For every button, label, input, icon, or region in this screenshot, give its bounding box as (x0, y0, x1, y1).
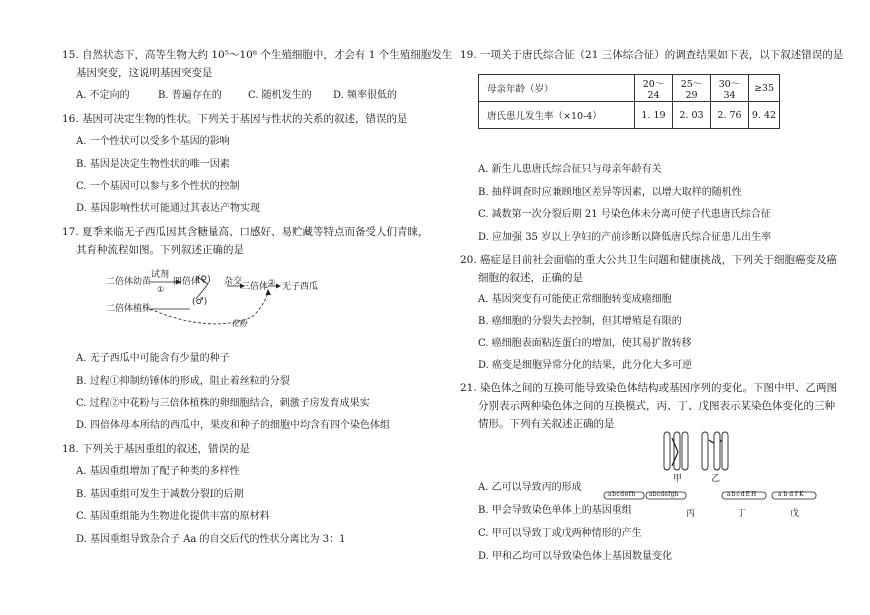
figure-label-jia: 甲 (673, 474, 683, 484)
q16-option-b: B. 基因是决定生物性状的唯一因素 (76, 159, 230, 170)
q17-line1: 17. 夏季来临无子西瓜因其含糖量高、口感好、易贮藏等特点而备受人们青睐， (62, 226, 429, 238)
q18-option-b: B. 基因重组可发生于减数分裂Ⅰ的后期 (76, 489, 244, 500)
table-cell-rate: 2. 76 (711, 102, 749, 129)
table-header-incidence: 唐氏患儿发生率（×10-4） (479, 102, 635, 129)
q15-option-c: C. 随机发生的 (248, 90, 312, 101)
diagram-triploid: 三倍体 (241, 282, 269, 292)
q15-line2: 基因突变，这说明基因突变是 (76, 67, 213, 79)
q16-stem: 16. 基因可决定生物的性状。下列关于基因与性状的关系的叙述，错误的是 (62, 113, 408, 125)
diagram-step2: ② (268, 278, 276, 287)
table-cell-age: ≥35 (749, 75, 780, 102)
table-cell-rate: 9. 42 (749, 102, 780, 129)
table-row-incidence (479, 102, 780, 129)
table-header-mother-age: 母亲年龄（岁） (479, 75, 635, 102)
q15-option-b: B. 普遍存在的 (158, 90, 222, 101)
table-cell-age: 20～24 (635, 75, 673, 102)
q17-line2: 其育种流程如图。下列叙述正确的是 (76, 244, 244, 256)
diagram-pollen: 花粉 (231, 319, 247, 328)
q20-line2: 细胞的叙述，正确的是 (478, 272, 583, 284)
chromosome-wu: a b d f K (778, 491, 804, 498)
q19-option-a: A. 新生儿患唐氏综合征只与母亲年龄有关 (478, 164, 662, 175)
q18-option-c: C. 基因重组能为生物进化提供丰富的原材料 (76, 511, 270, 522)
q21-option-d: D. 甲和乙均可以导致染色体上基因数量变化 (478, 551, 673, 562)
q19-option-c: C. 减数第一次分裂后期 21 号染色体未分离可使子代患唐氏综合征 (478, 209, 771, 220)
q18-stem: 18. 下列关于基因重组的叙述，错误的是 (62, 443, 251, 455)
q21-line2: 分别表示两种染色体之间的互换模式，丙、丁、戊图表示某染色体变化的三种 (478, 400, 835, 412)
q20-option-b: B. 癌细胞的分裂失去控制，但其增殖是有限的 (478, 316, 682, 327)
figure-label-ding: 丁 (737, 509, 747, 519)
chromosome-figure (600, 428, 820, 528)
q21-option-a: A. 乙可以导致丙的形成 (478, 482, 582, 493)
diagram-diploid-seedling: 二倍体幼苗 (106, 277, 152, 287)
q17-option-a: A. 无子西瓜中可能含有少量的种子 (76, 353, 230, 364)
table-cell-rate: 1. 19 (635, 102, 673, 129)
q19-option-b: B. 抽样调查时应兼顾地区差异等因素，以增大取样的随机性 (478, 187, 742, 198)
q20-option-c: C. 癌细胞表面粘连蛋白的增加，使其易扩散转移 (478, 338, 692, 349)
diagram-tetraploid: 四倍体 (173, 277, 201, 287)
figure-label-bing: 丙 (686, 509, 696, 519)
q15-line1: 15. 自然状态下，高等生物大约 10⁵～10⁸ 个生殖细胞中，才会有 1 个生殖细胞发生 (62, 49, 453, 61)
diagram-female: (♀) (197, 275, 211, 285)
q21-line3: 情形。下列有关叙述正确的是 (478, 418, 615, 430)
down-syndrome-table (478, 74, 780, 129)
figure-label-yi: 乙 (711, 474, 721, 484)
q15-option-d: D. 频率很低的 (333, 90, 398, 101)
figure-label-wu: 戊 (790, 509, 800, 519)
q20-option-d: D. 癌变是细胞异常分化的结果，此分化大多可逆 (478, 360, 693, 371)
q16-option-c: C. 一个基因可以参与多个性状的控制 (76, 181, 240, 192)
q17-option-d: D. 四倍体母本所结的西瓜中，果皮和种子的细胞中均含有四个染色体组 (76, 420, 391, 431)
q18-option-d: D. 基因重组导致杂合子 Aa 的自交后代的性状分离比为 3：1 (76, 534, 346, 545)
q17-option-b: B. 过程①抑制纺锤体的形成，阻止着丝粒的分裂 (76, 376, 290, 387)
q18-option-a: A. 基因重组增加了配子种类的多样性 (76, 466, 240, 477)
diagram-reagent: 试剂 (151, 270, 170, 280)
table-cell-rate: 2. 03 (673, 102, 711, 129)
q21-line1: 21. 染色体之间的互换可能导致染色体结构或基因序列的变化。下图中甲、乙两图 (460, 382, 838, 394)
q16-option-d: D. 基因影响性状可能通过其表达产物实现 (76, 203, 261, 214)
table-cell-age: 30～34 (711, 75, 749, 102)
q20-option-a: A. 基因突变有可能使正常细胞转变成癌细胞 (478, 294, 672, 305)
breeding-diagram-arrows (100, 262, 360, 340)
q17-option-c: C. 过程②中花粉与三倍体植株的卵细胞结合，刺激子房发育成果实 (76, 398, 370, 409)
q21-option-b: B. 甲会导致染色单体上的基因重组 (478, 505, 632, 516)
q15-option-a: A. 不定向的 (76, 90, 130, 101)
breeding-diagram (100, 262, 360, 340)
diagram-male: (♂) (192, 297, 208, 307)
diagram-step1: ① (157, 285, 165, 294)
q21-option-c: C. 甲可以导致丁或戊两种情形的产生 (478, 528, 642, 539)
chromosome-bing-2: abcdefgh (649, 491, 679, 498)
q16-option-a: A. 一个性状可以受多个基因的影响 (76, 136, 230, 147)
q19-option-d: D. 应加强 35 岁以上孕妇的产前诊断以降低唐氏综合征患儿出生率 (478, 232, 772, 243)
diagram-seedless-watermelon: 无子西瓜 (282, 282, 319, 292)
chromosome-drawings (600, 428, 820, 528)
q20-line1: 20. 癌症是目前社会面临的重大公共卫生问题和健康挑战，下列关于细胞癌变及癌 (460, 254, 838, 266)
chromosome-bing-1: abcdefh (608, 491, 636, 498)
table-row-age (479, 75, 780, 102)
table-cell-age: 25～29 (673, 75, 711, 102)
q19-stem: 19. 一项关于唐氏综合征（21 三体综合征）的调查结果如下表，以下叙述错误的是 (460, 49, 844, 61)
diagram-cross: 杂交 (224, 277, 243, 287)
diagram-diploid-plant: 二倍体植株 (106, 304, 152, 314)
chromosome-ding: abcdEH (727, 491, 758, 498)
